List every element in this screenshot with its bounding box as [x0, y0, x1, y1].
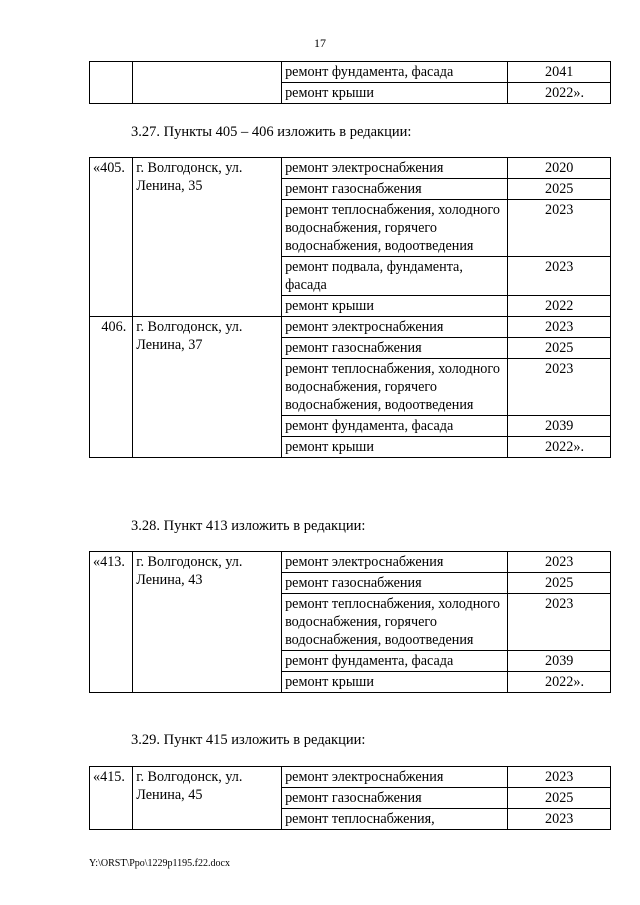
work-cell: ремонт крыши: [282, 437, 508, 458]
number-cell: [90, 62, 133, 104]
table-row: [90, 62, 611, 83]
year-cell: 2023: [508, 200, 611, 257]
table-items-405-406: [89, 157, 611, 458]
paragraph-3-29: 3.29. Пункт 415 изложить в редакции:: [131, 732, 366, 748]
work-cell: ремонт крыши: [282, 672, 508, 693]
work-cell: ремонт теплоснабжения, холодного водоснабжения, горячего водоснабжения, водоотведения: [282, 594, 508, 651]
year-cell: 2023: [508, 809, 611, 830]
table-row: [90, 552, 611, 573]
year-cell: 2022».: [508, 83, 611, 104]
work-cell: ремонт электроснабжения: [282, 158, 508, 179]
table-row: [90, 767, 611, 788]
work-cell: ремонт крыши: [282, 83, 508, 104]
year-cell: 2022: [508, 296, 611, 317]
year-cell: 2023: [508, 767, 611, 788]
work-cell: ремонт теплоснабжения,: [282, 809, 508, 830]
year-cell: 2023: [508, 359, 611, 416]
table-row: [90, 158, 611, 179]
table-row: [90, 317, 611, 338]
year-cell: 2023: [508, 257, 611, 296]
work-cell: ремонт крыши: [282, 296, 508, 317]
year-cell: 2023: [508, 317, 611, 338]
file-path-footer: Y:\ORST\Ppo\1229p1195.f22.docx: [89, 858, 230, 869]
year-cell: 2039: [508, 651, 611, 672]
year-cell: 2039: [508, 416, 611, 437]
item-address: г. Волгодонск, ул. Ленина, 43: [133, 552, 282, 693]
year-cell: 2025: [508, 788, 611, 809]
table-item-413: [89, 551, 611, 693]
year-cell: 2025: [508, 338, 611, 359]
table-item-415: [89, 766, 611, 830]
item-number: 406.: [90, 317, 133, 458]
year-cell: 2041: [508, 62, 611, 83]
work-cell: ремонт газоснабжения: [282, 179, 508, 200]
item-number: «405.: [90, 158, 133, 317]
year-cell: 2025: [508, 179, 611, 200]
work-cell: ремонт газоснабжения: [282, 338, 508, 359]
year-cell: 2023: [508, 552, 611, 573]
work-cell: ремонт подвала, фундамента, фасада: [282, 257, 508, 296]
table-continuation: [89, 61, 611, 104]
item-address: г. Волгодонск, ул. Ленина, 35: [133, 158, 282, 317]
item-number: «413.: [90, 552, 133, 693]
page-number: 17: [314, 36, 326, 50]
work-cell: ремонт электроснабжения: [282, 317, 508, 338]
work-cell: ремонт фундамента, фасада: [282, 416, 508, 437]
paragraph-3-27: 3.27. Пункты 405 – 406 изложить в редакции:: [131, 124, 412, 140]
item-address: г. Волгодонск, ул. Ленина, 37: [133, 317, 282, 458]
item-address: г. Волгодонск, ул. Ленина, 45: [133, 767, 282, 830]
work-cell: ремонт электроснабжения: [282, 552, 508, 573]
address-cell: [133, 62, 282, 104]
work-cell: ремонт газоснабжения: [282, 788, 508, 809]
year-cell: 2022».: [508, 672, 611, 693]
work-cell: ремонт электроснабжения: [282, 767, 508, 788]
year-cell: 2023: [508, 594, 611, 651]
work-cell: ремонт фундамента, фасада: [282, 62, 508, 83]
item-number: «415.: [90, 767, 133, 830]
work-cell: ремонт фундамента, фасада: [282, 651, 508, 672]
year-cell: 2022».: [508, 437, 611, 458]
work-cell: ремонт теплоснабжения, холодного водоснабжения, горячего водоснабжения, водоотведения: [282, 200, 508, 257]
year-cell: 2025: [508, 573, 611, 594]
year-cell: 2020: [508, 158, 611, 179]
work-cell: ремонт теплоснабжения, холодного водоснабжения, горячего водоснабжения, водоотведения: [282, 359, 508, 416]
paragraph-3-28: 3.28. Пункт 413 изложить в редакции:: [131, 518, 366, 534]
work-cell: ремонт газоснабжения: [282, 573, 508, 594]
